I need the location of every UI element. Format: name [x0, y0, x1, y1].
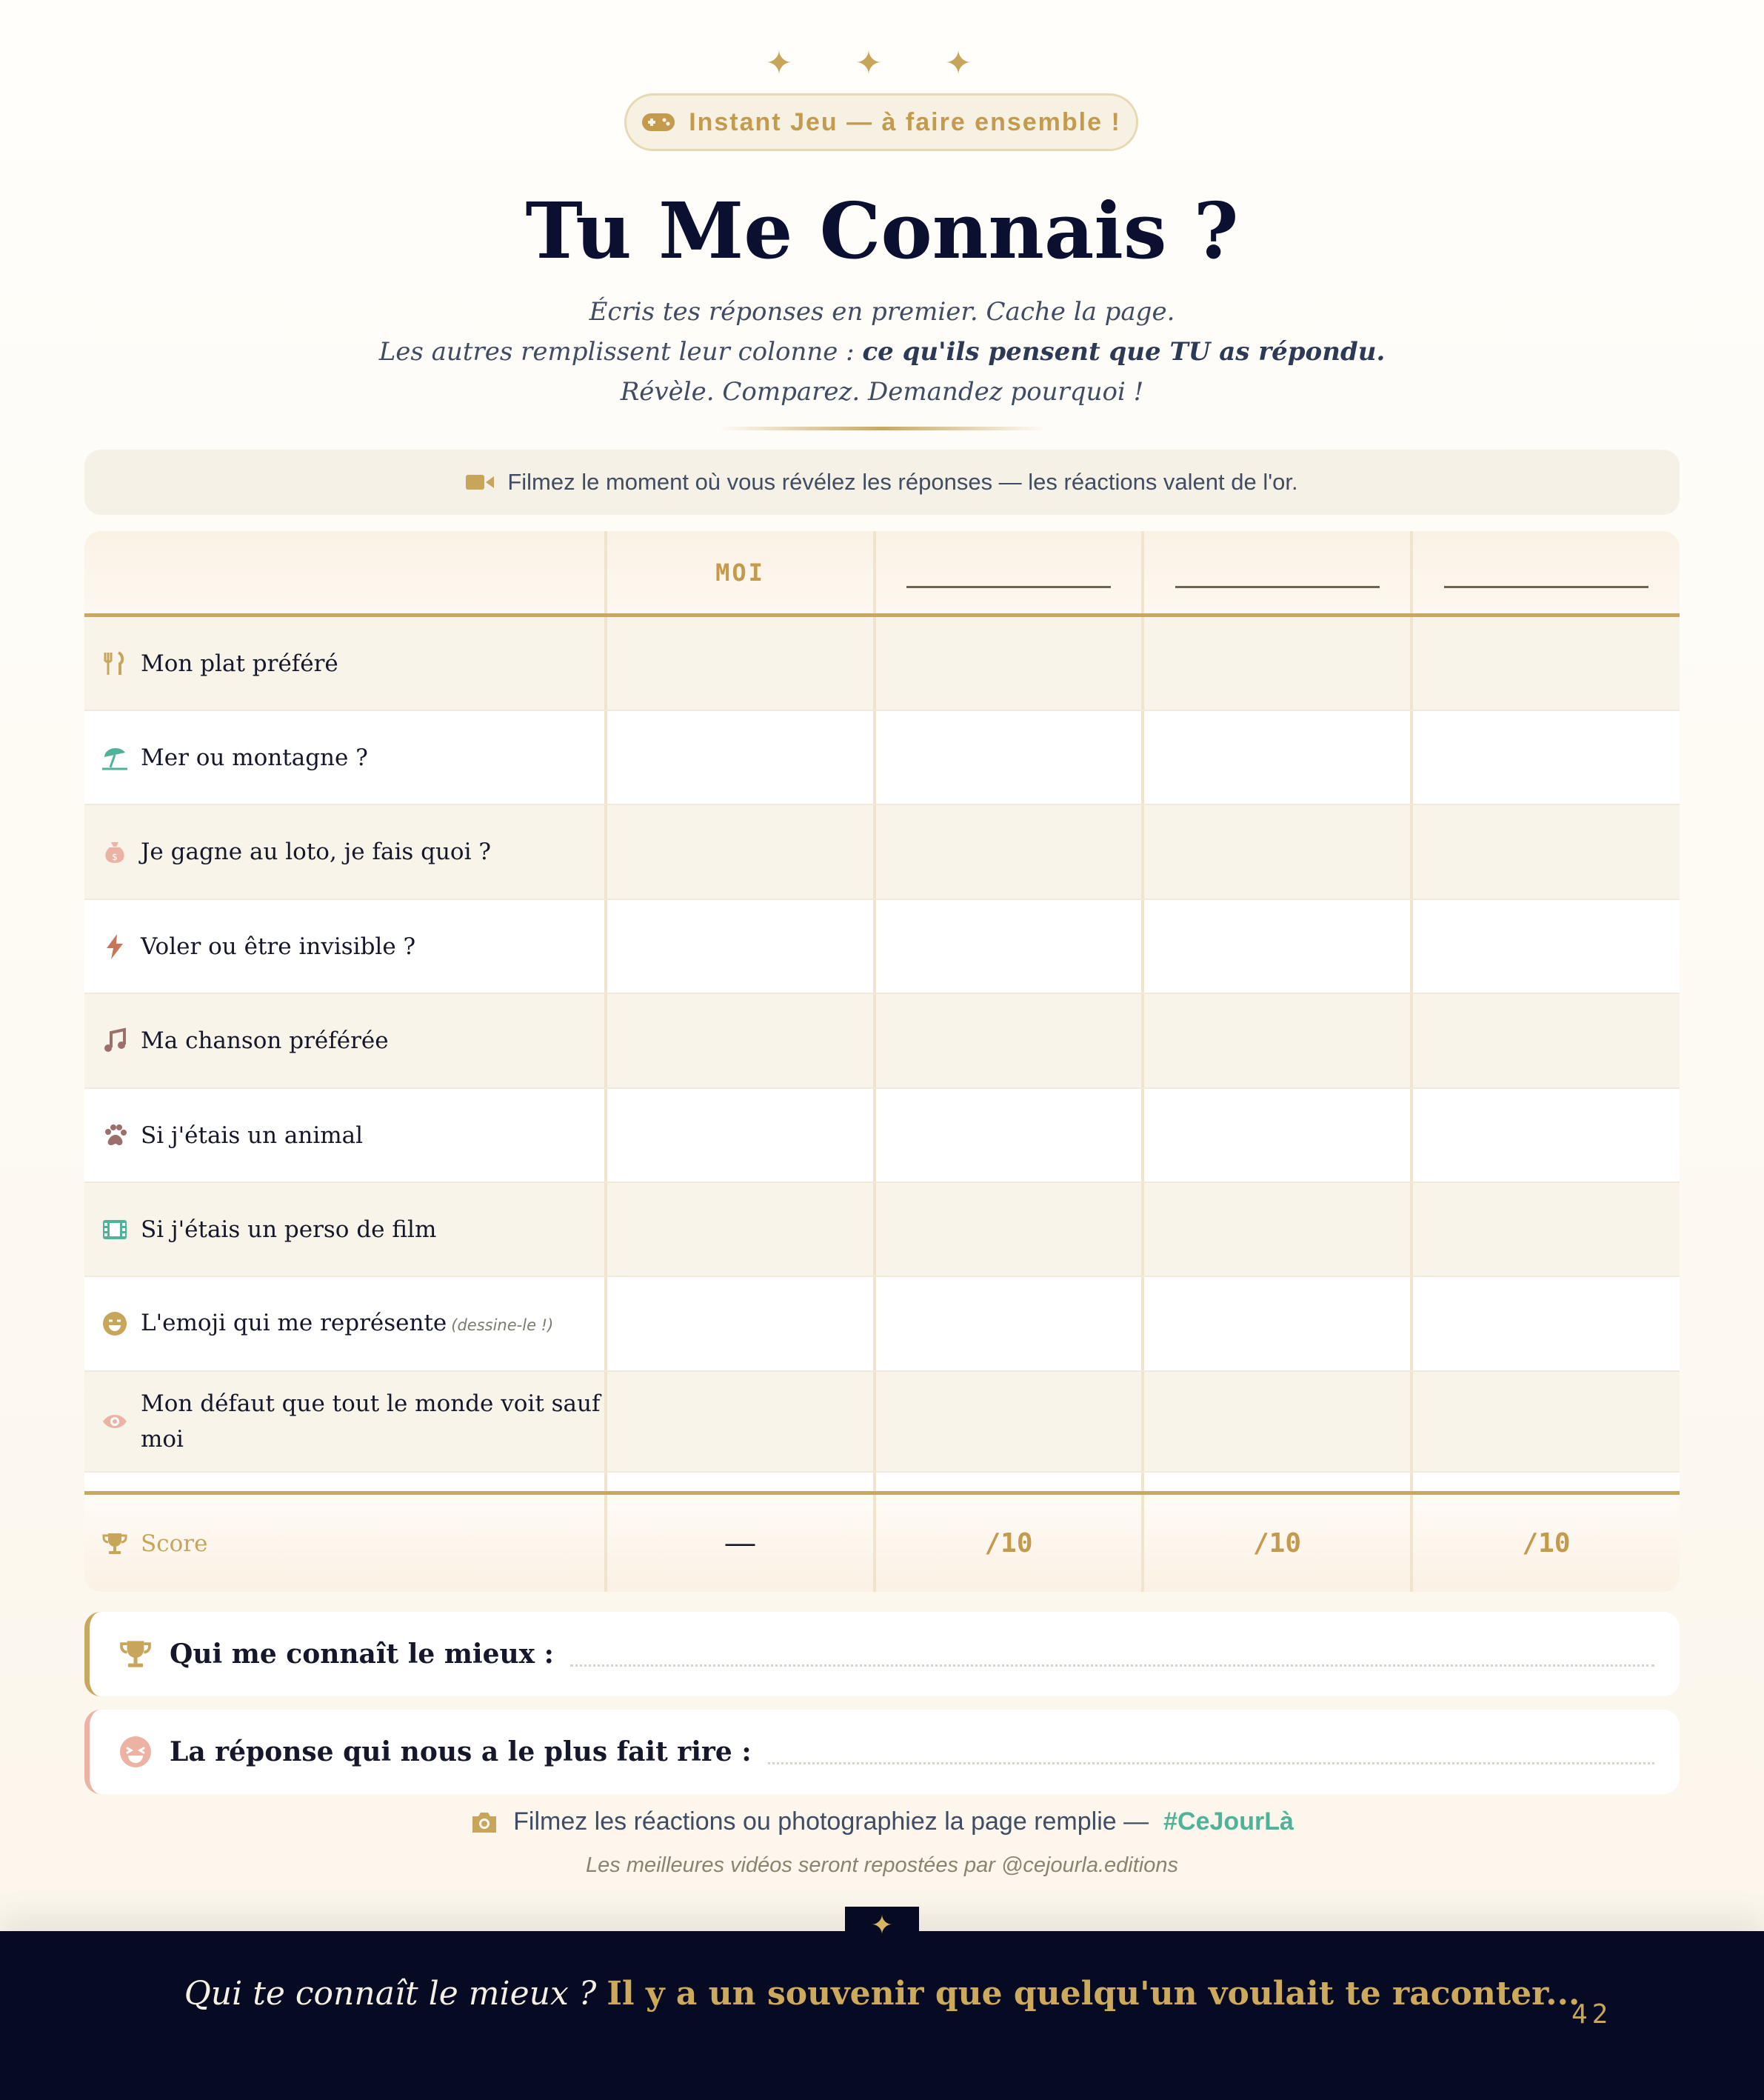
question-label [141, 646, 338, 681]
funniest-answer-label: La réponse qui nous a le plus fait rire : [170, 1736, 752, 1767]
question-text: L'emoji qui me représente [141, 1309, 447, 1336]
film-tip-bar [84, 450, 1680, 515]
table-row [84, 805, 1680, 900]
score-player-3-cell[interactable] [1413, 1495, 1680, 1592]
instructions-line-2-a: Les autres remplissent leur colonne : [378, 337, 863, 367]
player-name-line[interactable] [1175, 586, 1380, 588]
video-camera-icon [466, 473, 494, 492]
table-header-row [84, 531, 1680, 617]
trophy-icon [101, 1530, 129, 1558]
question-text: Je gagne au loto, je fais quoi ? [141, 839, 491, 865]
table-row [84, 711, 1680, 805]
question-cell [84, 711, 607, 804]
question-text: Mon plat préféré [141, 650, 338, 677]
header-moi-cell [607, 531, 876, 613]
answer-cell-player-3[interactable] [1413, 711, 1680, 804]
answer-cell-moi[interactable] [607, 994, 876, 1087]
band-star-mark: ✦ [845, 1907, 919, 1936]
answer-cell-player-1[interactable] [876, 1372, 1144, 1471]
question-text: Si j'étais un perso de film [141, 1216, 437, 1243]
score-label-cell [84, 1495, 607, 1592]
beach-umbrella-icon [101, 744, 129, 772]
answer-cell-moi[interactable] [607, 900, 876, 993]
table-row [84, 1089, 1680, 1183]
band-tagline [0, 1975, 1764, 2013]
film-icon [101, 1216, 129, 1244]
write-line[interactable] [768, 1762, 1654, 1764]
lightning-icon [101, 933, 129, 961]
quiz-table [84, 531, 1680, 1592]
answer-cell-player-2[interactable] [1144, 994, 1413, 1087]
question-cell [84, 1089, 607, 1181]
player-name-line[interactable] [1444, 586, 1648, 588]
question-text: Mon défaut que tout le monde voit sauf moi [141, 1390, 601, 1453]
answer-cell-moi[interactable] [607, 805, 876, 899]
moi-column-header: MOI [715, 558, 765, 587]
answer-cell-player-2[interactable] [1144, 1183, 1413, 1276]
camera-icon [470, 1810, 498, 1835]
answer-cell-player-3[interactable] [1413, 1277, 1680, 1370]
player-name-line[interactable] [906, 586, 1111, 588]
question-text: Voler ou être invisible ? [141, 933, 416, 960]
answer-cell-player-2[interactable] [1144, 617, 1413, 710]
score-label: Score [141, 1530, 208, 1557]
question-text: Si j'étais un animal [141, 1121, 364, 1149]
answer-cell-player-2[interactable] [1144, 1277, 1413, 1370]
header-player-2-cell [1144, 531, 1413, 613]
question-label [141, 1023, 389, 1059]
question-cell [84, 1277, 607, 1370]
footer-note: Les meilleures vidéos seront repostées par @cejourla.editions [586, 1853, 1178, 1877]
page-number: 42 [1571, 1999, 1613, 2030]
score-out-of: /10 [1252, 1528, 1302, 1559]
question-note: (dessine-le !) [451, 1316, 554, 1334]
answer-cell-player-3[interactable] [1413, 994, 1680, 1087]
answer-cell-player-2[interactable] [1144, 805, 1413, 899]
money-bag-icon [101, 838, 129, 866]
question-cell [84, 1372, 607, 1471]
answer-cell-moi[interactable] [607, 1372, 876, 1471]
answer-cell-moi[interactable] [607, 1089, 876, 1181]
question-cell [84, 805, 607, 899]
table-row [84, 1183, 1680, 1277]
fork-knife-icon [101, 650, 129, 678]
question-label [141, 929, 415, 964]
question-cell [84, 994, 607, 1087]
hashtag-link[interactable]: #CeJourLà [1163, 1807, 1294, 1836]
answer-cell-player-3[interactable] [1413, 1372, 1680, 1471]
answer-cell-player-1[interactable] [876, 617, 1144, 710]
instructions-line-1: Écris tes réponses en premier. Cache la page. [589, 297, 1175, 327]
music-note-icon [101, 1027, 129, 1055]
question-cell [84, 617, 607, 710]
header-question-cell [84, 531, 607, 613]
instructions-line-2-emphasis: ce qu'ils pensent que TU as répondu. [862, 337, 1386, 367]
score-row [84, 1491, 1680, 1592]
write-line[interactable] [570, 1664, 1654, 1667]
bottom-band [0, 1931, 1764, 2100]
table-row [84, 1277, 1680, 1372]
laughing-face-icon [118, 1734, 153, 1770]
answer-cell-player-3[interactable] [1413, 805, 1680, 899]
answer-cell-player-2[interactable] [1144, 1089, 1413, 1181]
question-text: Ma chanson préférée [141, 1027, 389, 1054]
question-label [141, 834, 491, 870]
film-tip-text: Filmez le moment où vous révélez les réponses — les réactions valent de l'or. [507, 469, 1298, 495]
question-text: Mer ou montagne ? [141, 744, 368, 771]
table-row [84, 1372, 1680, 1473]
score-out-of: /10 [1522, 1528, 1571, 1559]
question-label [141, 1118, 363, 1153]
band-tagline-highlight: Il y a un souvenir que quelqu'un voulait te raconter... [607, 1975, 1580, 2013]
table-row [84, 994, 1680, 1089]
best-knower-label: Qui me connaît le mieux : [170, 1639, 554, 1670]
decorative-stars: ✦ ✦ ✦ [765, 45, 999, 81]
band-tagline-lead: Qui te connaît le mieux ? [184, 1975, 607, 2013]
question-label [141, 740, 368, 776]
answer-cell-player-1[interactable] [876, 805, 1144, 899]
answer-cell-player-1[interactable] [876, 1183, 1144, 1276]
question-label [141, 1212, 436, 1247]
answer-cell-player-1[interactable] [876, 900, 1144, 993]
best-knower-field[interactable] [84, 1612, 1680, 1696]
answer-cell-player-1[interactable] [876, 994, 1144, 1087]
answer-cell-player-2[interactable] [1144, 711, 1413, 804]
table-row [84, 617, 1680, 711]
instructions [0, 292, 1764, 412]
funniest-answer-field[interactable] [84, 1710, 1680, 1794]
question-cell [84, 1183, 607, 1276]
score-out-of: /10 [984, 1528, 1033, 1559]
eye-icon [101, 1407, 129, 1436]
paw-icon [101, 1121, 129, 1150]
score-moi-value: — [725, 1527, 755, 1559]
answer-cell-player-1[interactable] [876, 1277, 1144, 1370]
answer-cell-player-3[interactable] [1413, 1183, 1680, 1276]
svg-text:$: $ [112, 852, 118, 862]
instant-jeu-badge [624, 93, 1138, 151]
smiley-icon [101, 1310, 129, 1338]
table-row [84, 900, 1680, 994]
answer-cell-player-3[interactable] [1413, 1089, 1680, 1181]
trophy-icon [118, 1636, 153, 1672]
answer-cell-moi[interactable] [607, 617, 876, 710]
answer-cell-player-2[interactable] [1144, 900, 1413, 993]
answer-cell-player-3[interactable] [1413, 900, 1680, 993]
score-player-1-cell[interactable] [876, 1495, 1144, 1592]
answer-cell-moi[interactable] [607, 1183, 876, 1276]
gamepad-icon [641, 111, 675, 133]
page-title: Tu Me Connais ? [525, 185, 1239, 276]
instructions-line-3: Révèle. Comparez. Demandez pourquoi ! [620, 377, 1144, 407]
footer-cta-text: Filmez les réactions ou photographiez la page remplie — [513, 1807, 1149, 1836]
answer-cell-player-2[interactable] [1144, 1372, 1413, 1471]
question-cell [84, 900, 607, 993]
answer-cell-player-3[interactable] [1413, 617, 1680, 710]
question-label [141, 1386, 604, 1457]
gold-divider [718, 427, 1046, 430]
instructions-line-2 [0, 332, 1764, 372]
answer-cell-moi[interactable] [607, 711, 876, 804]
footer-cta [0, 1807, 1764, 1836]
header-player-3-cell [1413, 531, 1680, 613]
score-moi-cell [607, 1495, 876, 1592]
answer-cell-player-1[interactable] [876, 1089, 1144, 1181]
answer-cell-moi[interactable] [607, 1277, 876, 1370]
badge-label: Instant Jeu — à faire ensemble ! [689, 107, 1121, 136]
header-player-1-cell [876, 531, 1144, 613]
score-player-2-cell[interactable] [1144, 1495, 1413, 1592]
answer-cell-player-1[interactable] [876, 711, 1144, 804]
question-label [141, 1305, 553, 1343]
